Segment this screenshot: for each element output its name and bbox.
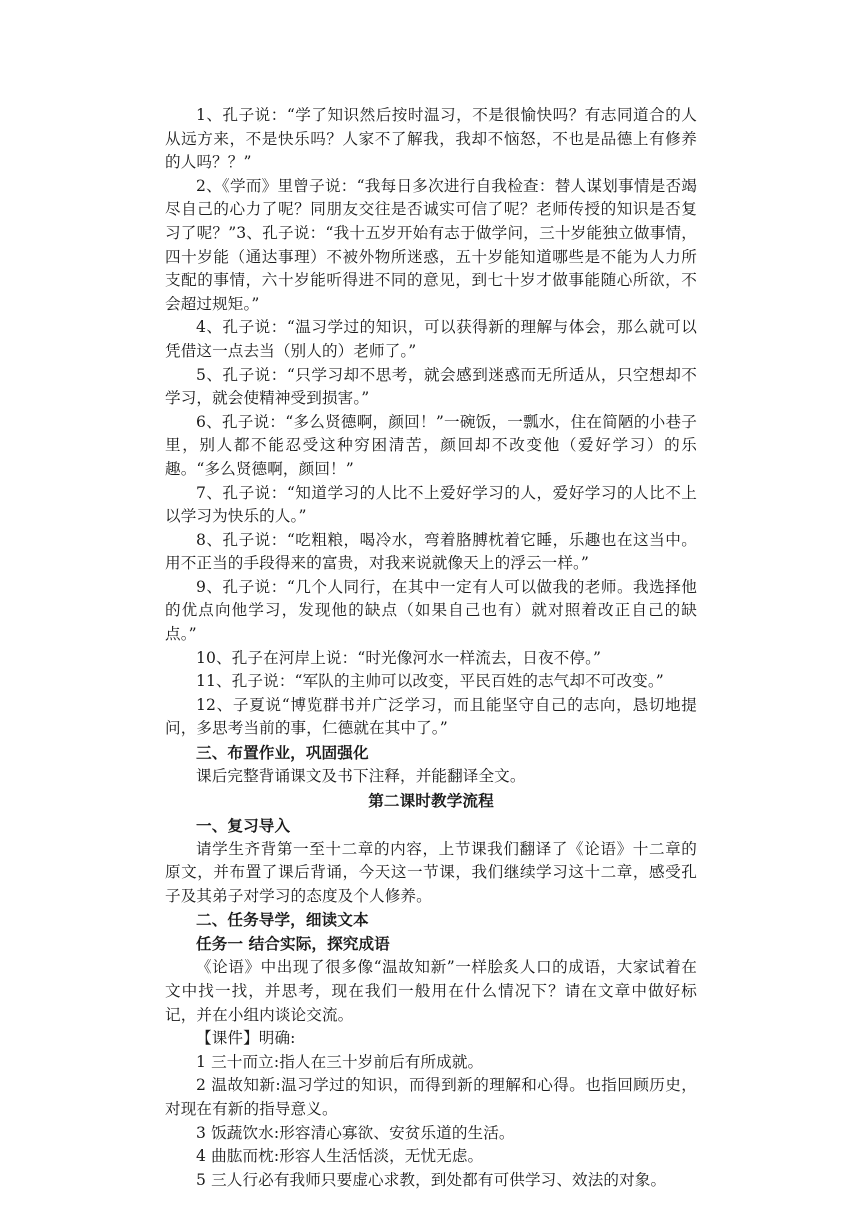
idiom-item-3: 3 饭蔬饮水:形容清心寡欲、安贫乐道的生活。	[196, 1123, 515, 1142]
idiom-item-5: 5 三人行必有我师只要虚心求教，到处都有可供学习、效法的对象。	[196, 1170, 667, 1189]
task-one-text: 《论语》中出现了很多像“温故知新”一样脍炙人口的成语，大家试着在文中找一找，并思考，现在我们一般用在什么情况下？请在文章中做好标记，并在小组内谈论交流。	[165, 958, 697, 1024]
idiom-item-1: 1 三十而立:指人在三十岁前后有所成就。	[196, 1052, 484, 1071]
translation-paragraph-10: 10、孔子在河岸上说：“时光像河水一样流去，日夜不停。”	[196, 648, 602, 667]
idiom-item-2: 2 温故知新:温习学过的知识，而得到新的理解和心得。也指回顾历史，对现在有新的指导意义。	[165, 1076, 697, 1118]
courseware-label: 【课件】明确:	[196, 1029, 296, 1048]
translation-paragraph-5: 5、孔子说：“只学习却不思考，就会感到迷惑而无所适从，只空想却不学习，就会使精神受到损害。”	[165, 365, 697, 408]
translation-paragraph-6: 6、孔子说：“多么贤德啊，颜回！”一碗饭，一瓢水，住在简陋的小巷子里，别人都不能忍受这种穷困清苦，颜回却不改变他（爱好学习）的乐趣。“多么贤德啊，颜回！”	[165, 412, 697, 478]
translation-paragraph-9: 9、孔子说：“几个人同行，在其中一定有人可以做我的老师。我选择他的优点向他学习，发现他的缺点（如果自己也有）就对照着改正自己的缺点。”	[165, 577, 697, 644]
section-heading-review: 一、复习导入	[196, 816, 291, 835]
translation-paragraph-4: 4、孔子说：“温习学过的知识，可以获得新的理解与体会，那么就可以凭借这一点去当（别人的）老师了。”	[165, 318, 697, 360]
translation-paragraph-1: 1、孔子说：“学了知识然后按时温习，不是很愉快吗？有志同道合的人从远方来，不是快乐吗？人家不了解我，我却不恼怒，不也是品德上有修养的人吗？？”	[165, 106, 697, 172]
translation-paragraph-11: 11、孔子说：“军队的主帅可以改变，平民百姓的志气却不可改变。”	[196, 672, 664, 691]
translation-paragraph-2-3: 2、《学而》里曾子说：“我每日多次进行自我检查：替人谋划事情是否竭尽自己的心力了呢？同朋友交往是否诚实可信了呢？老师传授的知识是否复习了呢？”3、孔子说：“我十五岁开始有志于做学问，三十岁能独立做事情，四十岁能（通达事理）不被外物所迷惑，五十岁能知道哪些是不能为人力所支配的事情，六十岁能听得进不同的意见，到七十岁才做事能随心所欲，不会超过规矩。”	[165, 176, 697, 313]
translation-paragraph-12: 12、子夏说“博览群书并广泛学习，而且能坚守自己的志向，恳切地提问，多思考当前的事，仁德就在其中了。”	[165, 695, 697, 738]
task-one-heading: 任务一 结合实际，探究成语	[196, 935, 390, 954]
translation-paragraph-7: 7、孔子说：“知道学习的人比不上爱好学习的人，爱好学习的人比不上以学习为快乐的人。”	[165, 483, 697, 526]
section-heading-task-guided: 二、任务导学，细读文本	[196, 911, 369, 930]
idiom-item-4: 4 曲肱而枕:形容人生活恬淡，无忧无虑。	[196, 1147, 484, 1166]
homework-text: 课后完整背诵课文及书下注释，并能翻译全文。	[196, 767, 526, 786]
document-body	[165, 104, 697, 1192]
review-text: 请学生齐背第一至十二章的内容，上节课我们翻译了《论语》十二章的原文，并布置了课后背诵，今天这一节课，我们继续学习这十二章，感受孔子及其弟子对学习的态度及个人修养。	[165, 839, 697, 905]
translation-paragraph-8: 8、孔子说：“吃粗粮，喝冷水，弯着胳膊枕着它睡，乐趣也在这当中。用不正当的手段得来的富贵，对我来说就像天上的浮云一样。”	[165, 530, 697, 573]
section-heading-homework: 三、布置作业，巩固强化	[196, 744, 369, 763]
second-lesson-title: 第二课时教学流程	[368, 791, 494, 810]
